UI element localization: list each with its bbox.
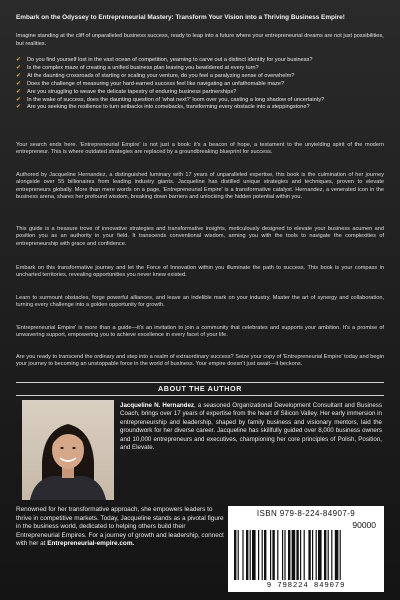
question-item <box>16 57 384 65</box>
author-name: Jacqueline N. Hernandez <box>120 402 194 409</box>
body-paragraph: This guide is a treasure trove of innovative strategies and transformative insights, meticulously designed to elevate your business acumen and position you as an authority in your field. It transcends conventional wisdom, arming you with the tools to navigate the complexities of entrepreneurship with grace and confidence. <box>16 226 384 247</box>
barcode-bar <box>262 530 263 580</box>
barcode-bar <box>264 530 266 580</box>
check-icon: ✔ <box>16 72 22 79</box>
question-item <box>16 97 384 105</box>
barcode-bar <box>272 530 274 580</box>
check-icon: ✔ <box>16 104 22 111</box>
barcode-bar <box>277 530 278 580</box>
body-paragraph: Are you ready to transcend the ordinary and step into a realm of extraordinary success? Seize your copy of 'Entrepreneurial Empire' today and begin your journey to becoming an unstoppable force in the world of business. Your empire doesn't just await—it beckons. <box>16 354 384 368</box>
barcode-bar <box>304 530 305 580</box>
barcode-bar <box>328 530 329 580</box>
question-text: Does the challenge of measuring your hard-earned success feel like navigating an unfathomable maze? <box>27 80 285 87</box>
barcode-bar <box>316 530 317 580</box>
check-icon: ✔ <box>16 88 22 95</box>
question-item <box>16 89 384 97</box>
question-item <box>16 104 384 112</box>
question-text: Do you find yourself lost in the vast ocean of competition, yearning to carve out a distinct identity for your business? <box>27 57 313 63</box>
barcode-bar <box>234 530 236 580</box>
question-item <box>16 73 384 81</box>
author-portrait-graphic <box>22 400 114 500</box>
body-paragraph: Authored by Jacqueline Hernandez, a distinguished luminary with 17 years of unparalleled expertise, this book is the culmination of her journey alongside over 55 billionaires from leading industry giants. Jacqueline has distilled unique strategies and techniques, proven to elevate entrepreneurs globally. More than mere words on a page, 'Entrepreneurial Empire' is a transformative catalyst. Hernandez, a venerated icon in the business arena, shares her profound wisdom, breaking down barriers and unlocking the hidden potential within you. <box>16 172 384 201</box>
price-code: 90000 <box>352 520 376 530</box>
check-icon: ✔ <box>16 57 22 63</box>
barcode-bar <box>250 530 251 580</box>
body-paragraph: Embark on this transformative journey and let the Force of Innovation within you illuminate the path to success. This book is your compass in uncharted territories, revealing opportunities you never knew existed. <box>16 265 384 279</box>
author-bio-text: , a seasoned Organizational Development Consultant and Business Coach, brings over 17 years of expertise from the heart of Silicon Valley. Her early immersion in entrepreneurship and leadership, shaped by family business and visionary mentors, laid the groundwork for her diverse career. Jacqueline has skillfully guided over 8,000 business owners and 10,000 entrepreneurs and executives, championing her core principles of Polish, Position, and Elevate. <box>120 402 382 452</box>
isbn-number: ISBN 979-8-224-84907-9 <box>256 509 356 518</box>
barcode-bar <box>335 530 339 580</box>
author-photo <box>22 400 114 500</box>
question-text: Is the complex maze of creating a unified business plan leaving you bewildered at every turn? <box>27 64 259 71</box>
barcode-bar <box>292 530 296 580</box>
barcode-bar <box>288 530 290 580</box>
question-text: Are you seeking the resilience to turn setbacks into comebacks, transforming every obstacle into a steppingstone? <box>27 104 310 111</box>
question-item <box>16 65 384 73</box>
closing-body: Renowned for her transformative approach, she empowers leaders to thrive in competitive markets. Today, Jacqueline stands as a pivotal figure in the business world, dedicated to helping others build their Entrepreneurial Empires. For a journey of growth and leadership, connect with her at <box>16 506 224 548</box>
barcode-bar <box>300 530 301 580</box>
check-icon: ✔ <box>16 96 22 103</box>
intro-text: Imagine standing at the cliff of unparalleled business success, ready to leap into a future where your entrepreneurial dreams are not just possibilities, but realities. <box>16 33 384 47</box>
author-bio <box>120 402 382 452</box>
barcode-box <box>228 506 384 592</box>
barcode-bar <box>242 530 243 580</box>
question-text: In the wake of success, does the daunting question of 'what next?' loom over you, casting a long shadow of uncertainty? <box>27 96 325 103</box>
barcode-bar <box>238 530 239 580</box>
barcode-bar <box>282 530 283 580</box>
barcode-bar <box>331 530 332 580</box>
body-paragraph: 'Entrepreneurial Empire' is more than a guide—it's an invitation to join a community that celebrates and supports your ambition. It's a promise of unwavering support, empowering you to achieve excellence in every facet of your life. <box>16 325 384 339</box>
closing-text <box>16 506 224 549</box>
barcode-number: 9 798224 849079 <box>266 582 346 590</box>
headline: Embark on the Odyssey to Entrepreneurial Mastery: Transform Your Vision into a Thriving Business Empire! <box>16 14 345 21</box>
check-icon: ✔ <box>16 80 22 87</box>
author-website: Entrepreneurial-empire.com. <box>47 540 135 548</box>
barcode-bar <box>340 530 341 580</box>
question-text: Are you struggling to weave the delicate tapestry of enduring business partnerships? <box>27 88 237 95</box>
body-paragraph: Your search ends here. 'Entrepreneurial Empire' is not just a book: it's a beacon of hope, a testament to the unyielding spirit of the modern entrepreneur. This is where outdated strategies are replaced by a groundbreaking blueprint for success. <box>16 142 384 156</box>
barcode-bar <box>312 530 313 580</box>
barcode-bar <box>318 530 322 580</box>
barcode-bars <box>234 530 378 580</box>
question-list <box>16 57 384 112</box>
barcode-bar <box>324 530 326 580</box>
body-paragraph: Learn to surmount obstacles, forge powerful alliances, and leave an indelible mark on your industry. Master the art of synergy and collaboration, turning every challenge into a golden opportunity for growth. <box>16 295 384 309</box>
about-author-heading: ABOUT THE AUTHOR <box>16 382 384 396</box>
question-text: At the daunting crossroads of starting or scaling your venture, do you feel a paralyzing sense of overwhelm? <box>27 72 295 79</box>
barcode-bar <box>252 530 256 580</box>
barcode-bar <box>270 530 271 580</box>
barcode-bar <box>246 530 248 580</box>
barcode-bar <box>296 530 298 580</box>
question-item <box>16 81 384 89</box>
barcode-bar <box>258 530 259 580</box>
barcode-bar <box>308 530 310 580</box>
barcode-bar <box>284 530 285 580</box>
check-icon: ✔ <box>16 64 22 71</box>
